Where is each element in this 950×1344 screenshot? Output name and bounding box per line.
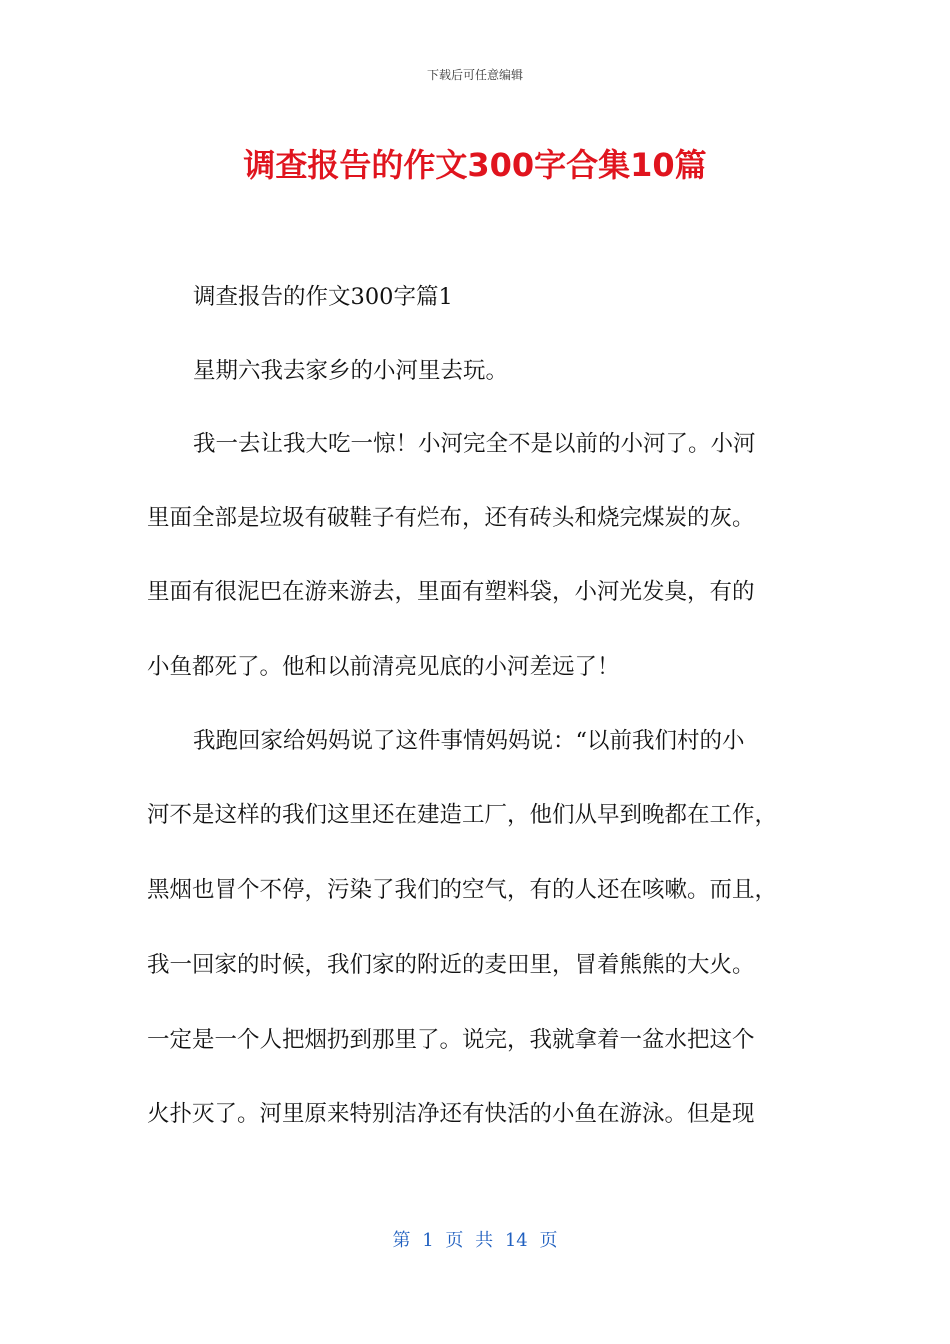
paragraph-line: 星期六我去家乡的小河里去玩。: [193, 358, 509, 384]
paragraph-line: 调查报告的作文300字篇1: [193, 284, 453, 310]
paragraph-line: 火扑灭了。河里原来特别洁净还有快活的小鱼在游泳。但是现: [147, 1101, 755, 1127]
paragraph-line: 里面全部是垃圾有破鞋子有烂布，还有砖头和烧完煤炭的灰。: [147, 505, 755, 531]
paragraph-line: 一定是一个人把烟扔到那里了。说完，我就拿着一盆水把这个: [147, 1027, 755, 1053]
document-title: 调查报告的作文300字合集10篇: [243, 146, 707, 184]
page-footer: [0, 1226, 950, 1252]
paragraph-line: 里面有很泥巴在游来游去，里面有塑料袋，小河光发臭，有的: [147, 579, 755, 605]
page-number-text: 第 1 页 共 14 页: [392, 1230, 558, 1251]
header-note: 下载后可任意编辑: [426, 68, 523, 82]
paragraph-line: 我一回家的时候，我们家的附近的麦田里，冒着熊熊的大火。: [147, 952, 755, 978]
paragraph-line: 小鱼都死了。他和以前清亮见底的小河差远了！: [147, 654, 620, 680]
paragraph-line: 黑烟也冒个不停，污染了我们的空气，有的人还在咳嗽。而且，: [147, 877, 778, 903]
paragraph-line: 河不是这样的我们这里还在建造工厂，他们从早到晚都在工作，: [147, 802, 778, 828]
paragraph-line: 我跑回家给妈妈说了这件事情妈妈说：“以前我们村的小: [193, 728, 745, 754]
paragraph-line: 我一去让我大吃一惊！小河完全不是以前的小河了。小河: [193, 431, 756, 457]
